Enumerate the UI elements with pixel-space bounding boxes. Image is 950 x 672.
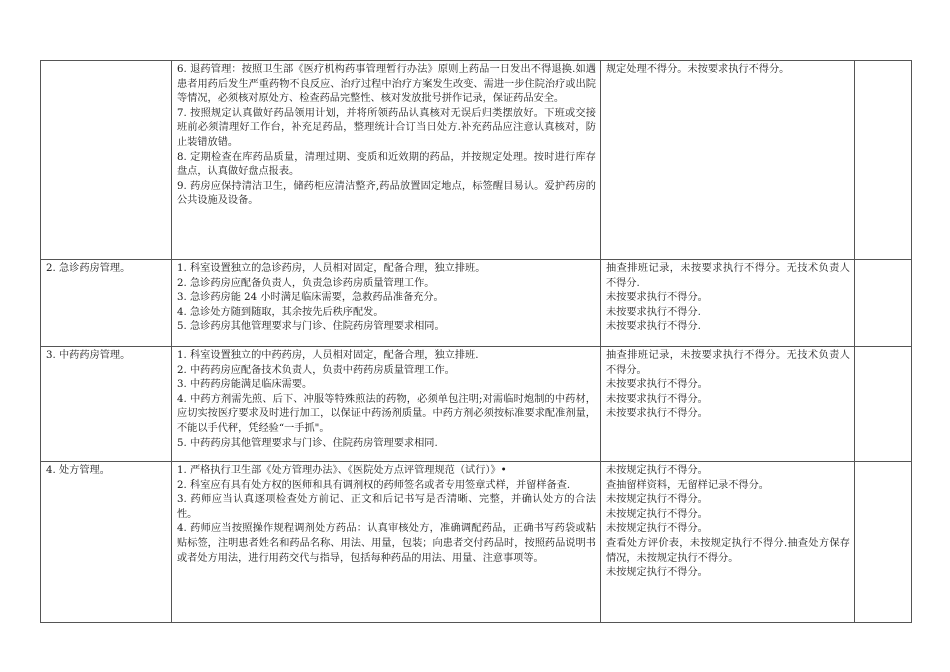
- content-line: 8. 定期检查在库药品质量，清理过期、变质和近效期的药品，并按规定处理。按时进行库存盘点，认真做好盘点报表。: [177, 151, 596, 178]
- scoring-cell: [601, 462, 855, 623]
- scoring-cell: [601, 347, 855, 462]
- scoring-line: 抽查排班记录，未按要求执行不得分。无技术负责人不得分.: [606, 263, 850, 289]
- content-cell: [172, 260, 601, 347]
- content-line: 5. 中药药房其他管理要求与门诊、住院药房管理要求相同.: [177, 437, 438, 449]
- scoring-cell: [601, 61, 855, 260]
- scoring-line: 未按要求执行不得分.: [606, 306, 701, 318]
- scoring-line: 查抽留样资料，无留样记录不得分。: [606, 479, 769, 491]
- table-row: [41, 462, 912, 623]
- scoring-line: 未按规定执行不得分。: [606, 465, 708, 476]
- content-line: 4. 药师应当按照操作规程调剂处方药品：认真审核处方，准确调配药品，正确书写药袋或粘贴标签，注明患者姓名和药品名称、用法、用量，包装；向患者交付药品时，按照药品说明书或者处方用法，进行用药交代与指导，包括每种药品的用法、用量、注意事项等。: [177, 523, 596, 564]
- score-cell: [855, 61, 912, 260]
- score-cell: [855, 462, 912, 623]
- content-cell: [172, 61, 601, 260]
- scoring-line: 未按规定执行不得分。: [606, 567, 708, 579]
- content-line: 1. 科室设置独立的中药药房，人员相对固定，配备合理，独立排班.: [177, 350, 479, 361]
- content-line: 3. 急诊药房能 24 小时满足临床需要，急救药品准备充分。: [177, 292, 444, 304]
- scoring-cell: [601, 260, 855, 347]
- scoring-line: 未按规定执行不得分。: [606, 508, 708, 520]
- scoring-line: 未按规定执行不得分。: [606, 494, 708, 506]
- content-line: 7. 按照规定认真做好药品领用计划，并将所领药品认真核对无误后归类摆放好。下班或交接班前必须清理好工作台，补充足药品，整理统计合订当日处方.补充药品应注意认真核对，防止装错放错。: [177, 107, 596, 148]
- item-cell: 4. 处方管理。: [41, 462, 172, 623]
- content-line: 3. 药师应当认真逐项检查处方前记、正文和后记书写是否清晰、完整，并确认处方的合法性。: [177, 494, 596, 520]
- content-line: 1. 科室设置独立的急诊药房，人员相对固定，配备合理，独立排班。: [177, 263, 486, 274]
- item-cell: [41, 61, 172, 260]
- content-line: 5. 急诊药房其他管理要求与门诊、住院药房管理要求相同。: [177, 321, 445, 333]
- content-line: 6. 退药管理：按照卫生部《医疗机构药事管理暂行办法》原则上药品一日发出不得退换.如遇患者用药后发生严重药物不良反应、治疗过程中治疗方案发生改变、需进一步住院治疗或出院等情况，必须核对原处方、检查药品完整性、核对发放批号拼作记录，保证药品安全。: [177, 64, 596, 105]
- scoring-line: 未按要求执行不得分.: [606, 321, 701, 333]
- content-line: 1. 严格执行卫生部《处方管理办法》、《医院处方点评管理规范（试行）》•: [177, 465, 507, 476]
- content-line: 4. 急诊处方随到随取，其余按先后秩序配发。: [177, 306, 384, 318]
- score-cell: [855, 347, 912, 462]
- content-cell: [172, 347, 601, 462]
- regulation-table: [40, 60, 912, 623]
- score-cell: [855, 260, 912, 347]
- content-line: 9. 药房应保持清洁卫生，储药柜应清洁整齐,药品放置固定地点，标签醒目易认。爱护药房的公共设施及设备。: [177, 180, 596, 207]
- scoring-line: 未按要求执行不得分。: [606, 408, 708, 420]
- scoring-line: 未按规定执行不得分。: [606, 523, 708, 535]
- table-row: [41, 61, 912, 260]
- content-line: 3. 中药药房能满足临床需要。: [177, 379, 313, 391]
- scoring-line: 查看处方评价表，未按规定执行不得分.抽查处方保存情况，未按规定执行不得分。: [606, 537, 850, 564]
- content-line: 2. 科室应有具有处方权的医师和具有调剂权的药师签名或者专用签章式样，并留样备查.: [177, 479, 571, 491]
- table-row: [41, 347, 912, 462]
- item-cell: 2. 急诊药房管理。: [41, 260, 172, 347]
- scoring-line: 未按要求执行不得分。: [606, 379, 708, 391]
- scoring-line: 未按要求执行不得分。: [606, 292, 708, 304]
- content-cell: [172, 462, 601, 623]
- scoring-line: 未按要求执行不得分。: [606, 393, 708, 405]
- item-cell: 3. 中药药房管理。: [41, 347, 172, 462]
- content-line: 4. 中药方剂需先煎、后下、冲服等特殊煎法的药物，必须单包注明;对需临时炮制的中药材，应切实按医疗要求及时进行加工，以保证中药汤剂质量。中药方剂必须按标准要求配准剂量，不能以手代秤，凭经验“一手抓"。: [177, 393, 596, 434]
- content-line: 2. 中药药房应配备技术负责人，负责中药药房质量管理工作。: [177, 364, 455, 376]
- table-row: [41, 260, 912, 347]
- scoring-line: 抽查排班记录，未按要求执行不得分。无技术负责人不得分。: [606, 350, 850, 376]
- content-line: 2. 急诊药房应配备负责人，负责急诊药房质量管理工作。: [177, 277, 435, 289]
- scoring-line: 规定处理不得分。未按要求执行不得分。: [606, 64, 790, 75]
